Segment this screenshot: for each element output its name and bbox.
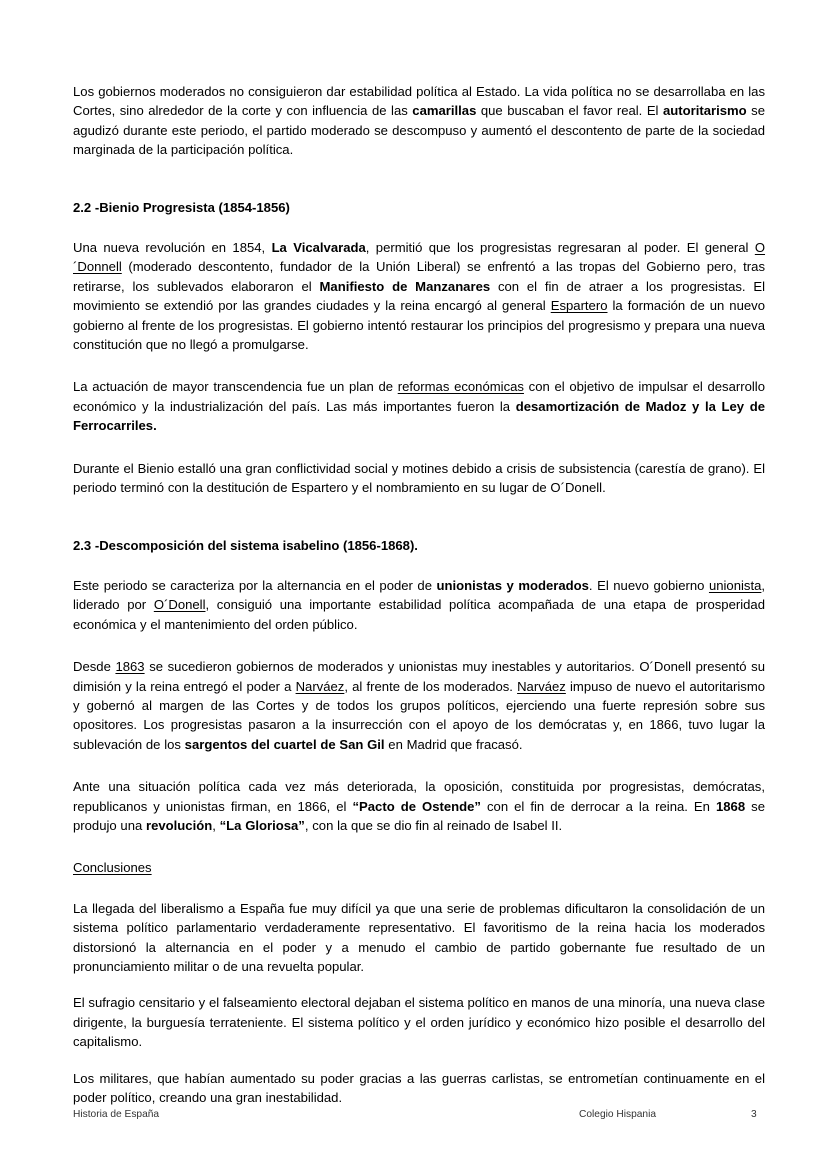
underline-narvaez-second: Narváez (517, 678, 566, 694)
text-run: , con la que se dio fin al reinado de Isabel II. (304, 817, 563, 833)
text-run: , liderado por (73, 577, 766, 613)
underline-narvaez-first: Narváez (295, 678, 345, 694)
underline-unionista: unionista (708, 577, 762, 593)
underline-odonell: O´Donell (153, 597, 206, 613)
spacer (73, 555, 765, 576)
text-run: se produjo una (73, 798, 765, 833)
paragraph-militares (73, 1069, 765, 1108)
bold-1868: 1868 (715, 798, 746, 814)
text-run: se sucedieron gobiernos de moderados y unionistas muy inestables y autoritarios. O´Donell presentó su dimisión y la reina entregó el poder a (73, 659, 766, 694)
paragraph-narvaez (73, 657, 765, 754)
bold-desamortizacion-madoz: desamortización de Madoz y la Ley de Ferrocarriles. (73, 398, 765, 434)
heading-descomposicion-sistema-isabelino: 2.3 -Descomposición del sistema isabelino (1856-1868). (73, 537, 418, 553)
underline-espartero: Espartero (550, 298, 608, 314)
bold-manifiesto-manzanares: Manifiesto de Manzanares (319, 278, 491, 294)
text-run: impuso de nuevo el autoritarismo y gobernó al margen de las Cortes y de todos los grupos políticos, ejerciendo una fuerte represión sobre sus opositores. Los progresistas pasaron a la insurrección con el apoyo de los demócratas y, en 1866, tuvo lugar la sublevación de los (73, 678, 766, 752)
text-run: Durante el Bienio estalló una gran conflictividad social y motines debido a crisis de subsistencia (carestía de grano). El periodo terminó con la destitución de Espartero y el nombramiento en su lugar de O´Donell. (73, 460, 765, 496)
bold-la-gloriosa: “La Gloriosa” (219, 817, 305, 833)
page-footer (73, 1108, 765, 1124)
spacer (73, 177, 765, 198)
footer-page-number: 3 (751, 1109, 757, 1120)
text-run: Este periodo se caracteriza por la alternancia en el poder de (73, 577, 437, 593)
paragraph-vicalvarada (73, 238, 765, 354)
paragraph-conflictividad-social (73, 459, 765, 498)
bold-la-vicalvarada: La Vicalvarada (271, 240, 366, 256)
bold-camarillas: camarillas (412, 103, 477, 119)
text-run: Ante una situación política cada vez más deteriorada, la oposición, constituida por progresistas, demócratas, republicanos y unionistas firman, en 1866, el (73, 779, 765, 814)
text-run: Los militares, que habían aumentado su poder gracias a las guerras carlistas, se entrometían continuamente en el poder político, creando una gran inestabilidad. (73, 1070, 765, 1106)
paragraph-llegada-liberalismo (73, 899, 765, 977)
bold-unionistas-y-moderados: unionistas y moderados (436, 577, 589, 593)
text-run: , (212, 817, 220, 833)
paragraph-pacto-ostende (73, 777, 765, 835)
text-run: se agudizó durante este periodo, el partido moderado se descompuso y aumentó el descontento de parte de la sociedad marginada de la participación política. (73, 103, 765, 158)
bold-pacto-de-ostende: “Pacto de Ostende” (352, 798, 481, 814)
underline-1863: 1863 (115, 659, 145, 675)
heading-conclusiones: Conclusiones (73, 860, 152, 876)
paragraph-moderate-governments (73, 82, 765, 160)
bold-autoritarismo: autoritarismo (662, 103, 747, 119)
text-run: que buscaban el favor real. El (476, 103, 663, 119)
underline-odonnell: O´Donnell (73, 240, 766, 275)
text-run: El sufragio censitario y el falseamiento electoral dejaban el sistema político en manos de una minoría, una nueva clase dirigente, la burguesía terrateniente. El sistema político y el orden jurídico y económico hizo posible el desarrollo del capitalismo. (73, 995, 765, 1050)
text-run: en Madrid que fracasó. (384, 736, 523, 752)
spacer (73, 515, 765, 536)
text-run: . El nuevo gobierno (588, 577, 709, 593)
bold-sargentos-san-gil: sargentos del cuartel de San Gil (184, 736, 385, 752)
text-run: La llegada del liberalismo a España fue muy difícil ya que una serie de problemas dificultaron la consolidación de un sistema político parlamentario verdaderamente representativo. El favoritismo de la reina hacia los moderados distorsionó la alternancia en el poder y a menudo el cambio de partido gobernante fue resultado de un pronunciamiento militar o de una revuelta popular. (73, 900, 765, 974)
paragraph-unionistas-moderados (73, 576, 765, 634)
text-run: (moderado descontento, fundador de la Unión Liberal) se enfrentó a las tropas del Gobierno pero, tras retirarse, los sublevados elaboraron el (73, 259, 765, 294)
text-run: con el objetivo de impulsar el desarrollo económico y la industrialización del país. Las más importantes fueron la (73, 379, 765, 414)
text-run: con el fin de atraer a los progresistas. El movimiento se extendió por las grandes ciudades y la reina encargó al general (73, 278, 765, 314)
paragraph-sufragio-censitario (73, 993, 765, 1051)
underline-reformas-economicas: reformas económicas (397, 379, 524, 395)
text-run: la formación de un nuevo gobierno al frente de los progresistas. El gobierno intentó restaurar los principios del progresismo y prepara una nueva constitución que no llegó a promulgarse. (73, 298, 765, 353)
footer-school: Colegio Hispania (579, 1109, 657, 1120)
text-run: , consiguió una importante estabilidad política acompañada de una etapa de prosperidad económica y el mantenimiento del orden público. (73, 597, 765, 632)
spacer (73, 217, 765, 238)
footer-subject: Historia de España (73, 1109, 160, 1120)
document-body (73, 82, 765, 1107)
text-run: La actuación de mayor transcendencia fue un plan de (73, 379, 398, 395)
paragraph-reformas-economicas (73, 377, 765, 435)
text-run: , al frente de los moderados. (344, 678, 518, 694)
text-run: Una nueva revolución en 1854, (73, 240, 272, 256)
text-run: Desde (73, 659, 116, 675)
spacer (73, 878, 765, 899)
text-run: con el fin de derrocar a la reina. En (480, 798, 716, 814)
text-run: Los gobiernos moderados no consiguieron dar estabilidad política al Estado. La vida política no se desarrollaba en las Cortes, sino alrededor de la corte y con influencia de las (73, 84, 765, 119)
text-run: , permitió que los progresistas regresaran al poder. El general (365, 240, 755, 256)
bold-revolucion: revolución (146, 817, 213, 833)
heading-bienio-progresista: 2.2 -Bienio Progresista (1854-1856) (73, 199, 290, 215)
